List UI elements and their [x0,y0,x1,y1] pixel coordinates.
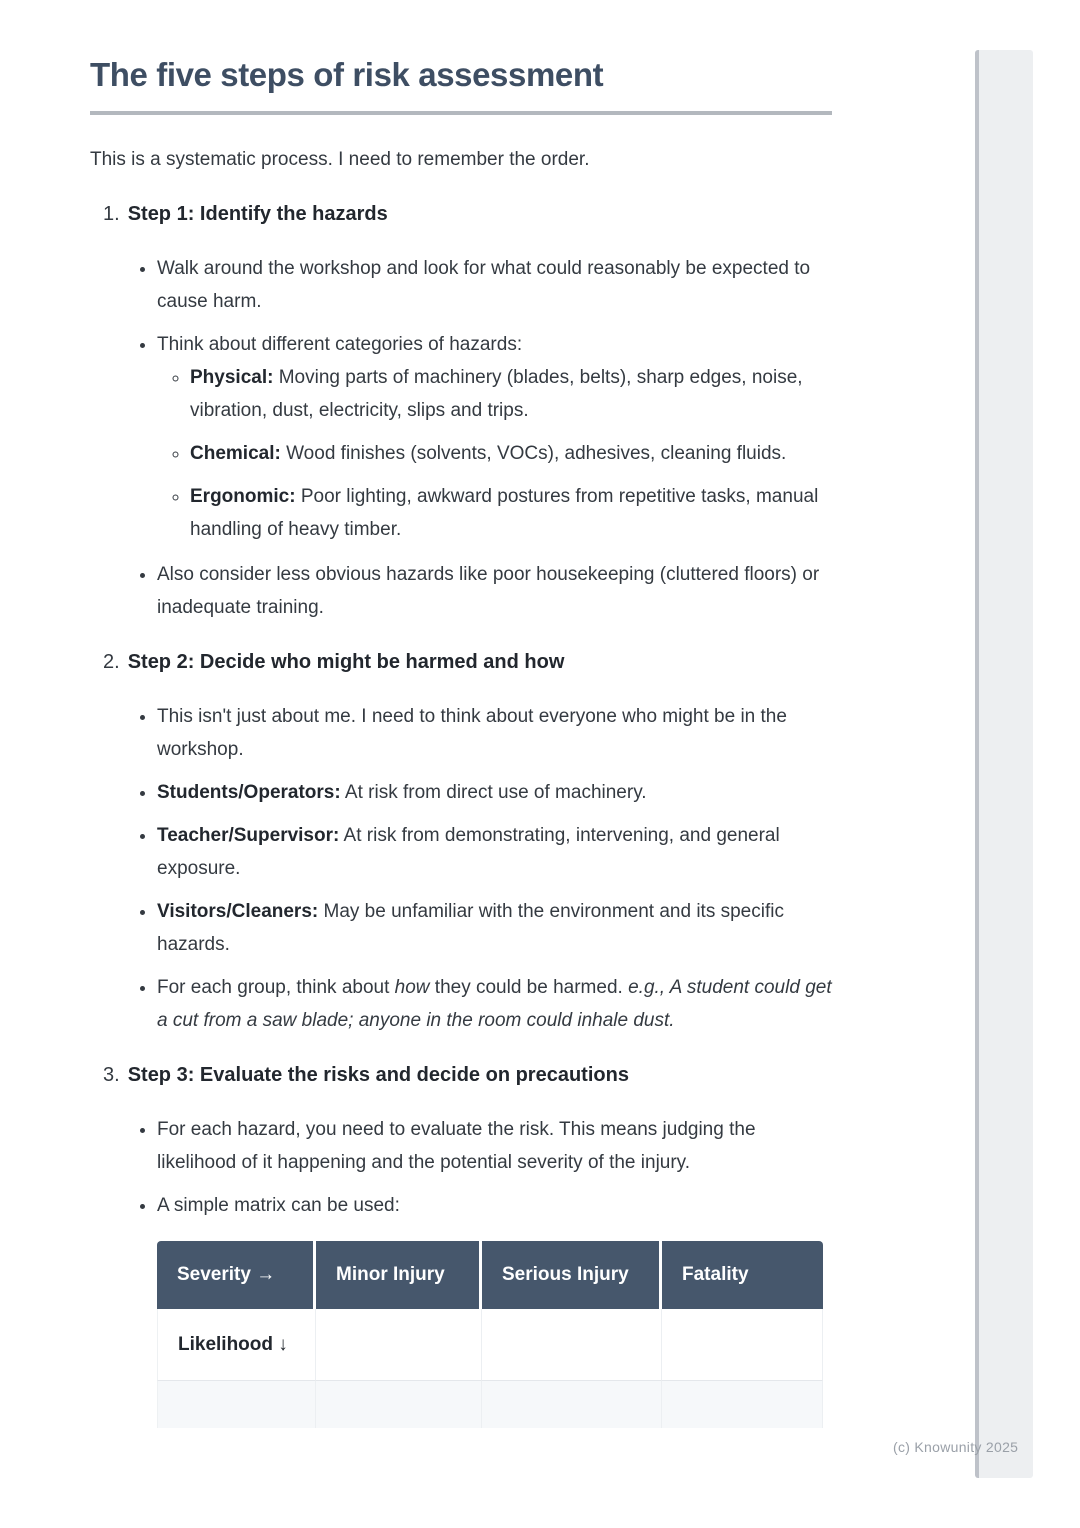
page-title: The five steps of risk assessment [90,56,604,93]
bold-lead: Chemical: [190,443,281,464]
matrix-cell [662,1381,823,1428]
list-item: • A simple matrix can be used: [157,1189,832,1222]
list-item: • For each hazard, you need to evaluate the risk. This means judging the likelihood of it happening and the potential severity of the injury. [157,1113,832,1179]
step-title: Step 2: Decide who might be harmed and how [127,651,565,673]
list-item: • Think about different categories of hazards: ◦ Physical: Moving parts of machinery (blades, belts), sharp edges, noise, vibration, dust, electricity, slips and trips. ◦ Chemical: Wood finishes (solvents, VOCs), adhesives, cleaning fluids. ◦ Ergonomic: Poor lighting, awkward postures from repetitive tasks, manual handling of heavy timber. [157,328,832,546]
step-1-heading [90,198,832,231]
title-divider [90,111,832,115]
matrix-cell [662,1309,823,1381]
step-2-section [90,646,832,1037]
matrix-row-label: Likelihood ↓ [157,1309,316,1381]
matrix-cell [482,1381,662,1428]
step-1-bullet-list [90,252,832,624]
intro-paragraph: This is a systematic process. I need to remember the order. [90,149,590,170]
italic-run: how [394,977,430,998]
matrix-clipped-row [157,1381,823,1428]
matrix-cell [482,1309,662,1381]
matrix-header-severity: Severity → [157,1241,316,1309]
step-2-heading [90,646,832,679]
hazard-categories-sublist [157,361,832,546]
list-item: • Walk around the workshop and look for what could reasonably be expected to cause harm. [157,252,832,318]
matrix-header-row [157,1241,823,1309]
list-item: • This isn't just about me. I need to think about everyone who might be in the workshop. [157,700,832,766]
list-item: ◦ Chemical: Wood finishes (solvents, VOCs), adhesives, cleaning fluids. [190,437,832,470]
matrix-likelihood-row [157,1309,823,1381]
step-1-section [90,198,832,624]
bold-lead: Visitors/Cleaners: [157,901,319,922]
watermark: (c) Knowunity 2025 [893,1439,1019,1455]
step-2-bullet-list [90,700,832,1037]
document-content [90,0,832,1428]
step-number: 1. [103,203,120,225]
step-3-bullet-list [90,1113,832,1222]
list-item: ◦ Ergonomic: Poor lighting, awkward postures from repetitive tasks, manual handling of heavy timber. [190,480,832,546]
step-title: Step 1: Identify the hazards [127,203,388,225]
step-3-section [90,1059,832,1222]
page-edge-strip [975,50,1033,1478]
matrix-header-serious-injury: Serious Injury [482,1241,662,1309]
step-number: 2. [103,651,120,673]
list-item: • Teacher/Supervisor: At risk from demonstrating, intervening, and general exposure. [157,819,832,885]
bold-lead: Students/Operators: [157,782,341,803]
risk-matrix-table [157,1241,823,1428]
step-3-heading [90,1059,832,1092]
list-item: ◦ Physical: Moving parts of machinery (blades, belts), sharp edges, noise, vibration, dust, electricity, slips and trips. [190,361,832,427]
step-number: 3. [103,1064,120,1086]
matrix-header-minor-injury: Minor Injury [316,1241,482,1309]
list-item: • Also consider less obvious hazards like poor housekeeping (cluttered floors) or inadequate training. [157,558,832,624]
matrix-row-label [157,1381,316,1428]
bold-lead: Ergonomic: [190,486,296,507]
matrix-header-fatality: Fatality [662,1241,823,1309]
matrix-cell [316,1381,482,1428]
matrix-cell [316,1309,482,1381]
bold-lead: Physical: [190,367,274,388]
list-item: • Visitors/Cleaners: May be unfamiliar with the environment and its specific hazards. [157,895,832,961]
italic-run: e.g., A student could get a cut from a saw blade; anyone in the room could inhale dust. [157,977,832,1031]
step-title: Step 3: Evaluate the risks and decide on precautions [127,1064,629,1086]
list-item: • Students/Operators: At risk from direct use of machinery. [157,776,832,809]
bold-lead: Teacher/Supervisor: [157,825,340,846]
list-item: • For each group, think about how they could be harmed. e.g., A student could get a cut from a saw blade; anyone in the room could inhale dust. [157,971,832,1037]
